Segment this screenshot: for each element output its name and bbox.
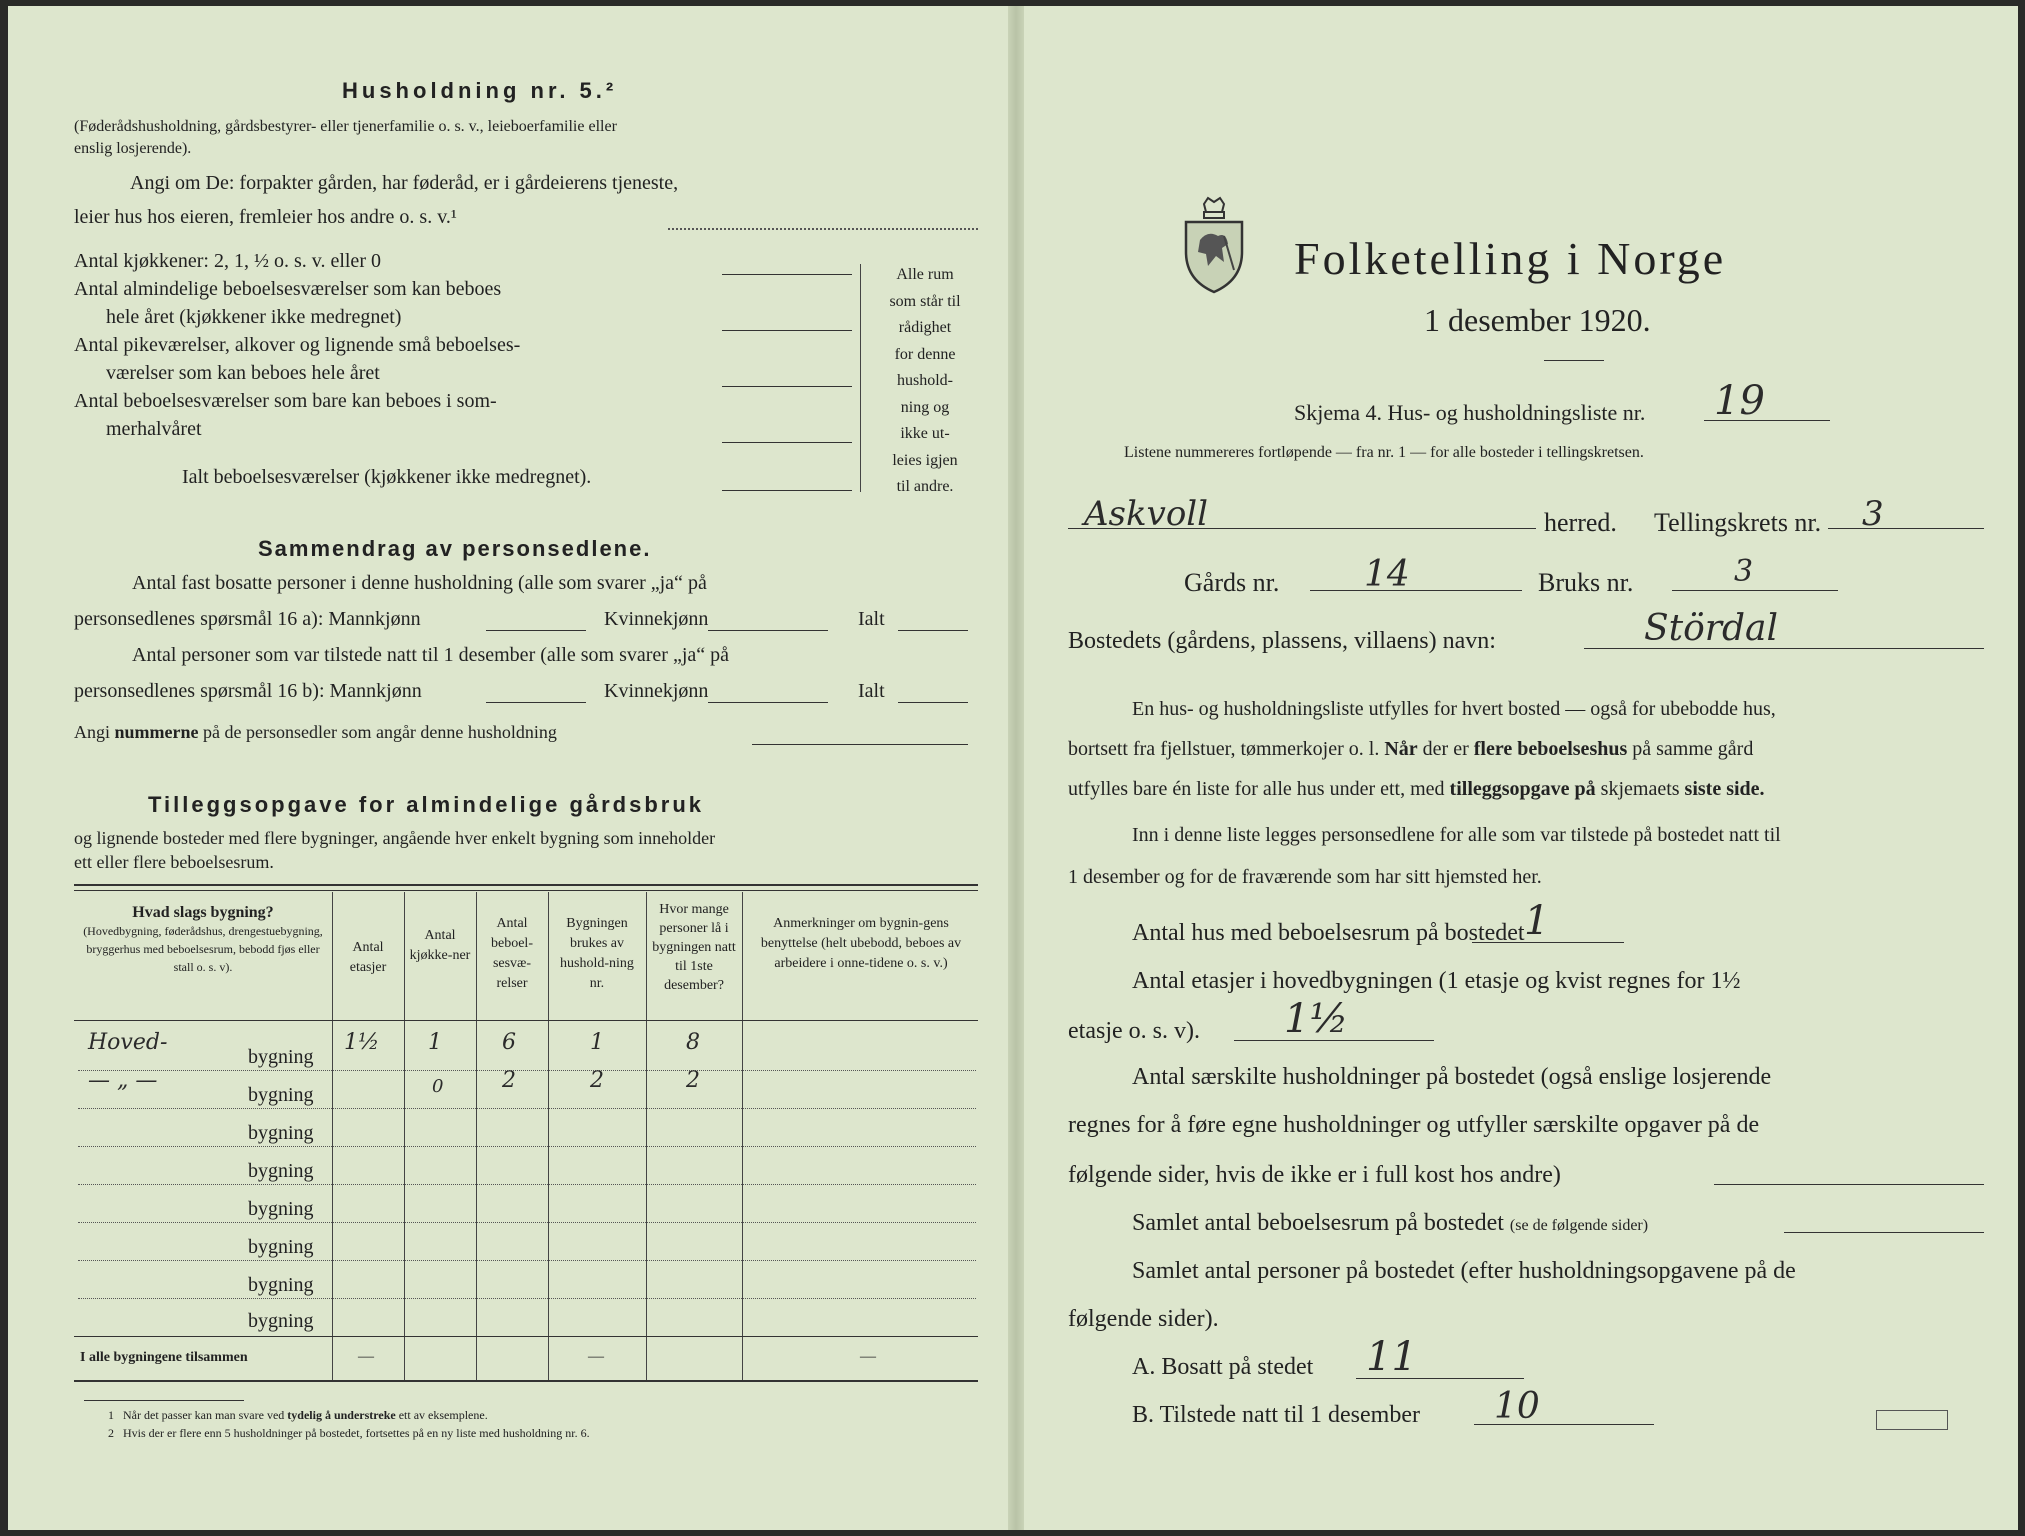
bosted-value: Stördal [1644,608,1779,649]
saerskilte-line2: regnes for å føre egne husholdninger og utfyller særskilte opgaver på de [1068,1112,1760,1138]
row-type: — „ — [88,1068,158,1093]
saerskilte-line1: Antal særskilte husholdninger på bostedet (også enslige losjerende [1132,1064,1772,1090]
table-col-divider [476,892,477,1382]
answer-line [708,702,828,703]
table-col-divider [548,892,549,1382]
total-dash: — [860,1348,876,1365]
tellingskrets-value: 3 [1862,494,1884,534]
tilstede-label: B. Tilstede natt til 1 desember [1132,1402,1420,1428]
row-rule [78,1184,976,1185]
answer-line [1584,648,1984,649]
table-col-divider [332,892,333,1382]
samlet-pers-line2: følgende sider). [1068,1306,1219,1332]
tillegg-line-1: og lignende bosteder med flere bygninger, angående hver enkelt bygning som inneholder [74,828,716,848]
rooms-line-4: Antal pikeværelser, alkover og lignende små beboelses- [74,334,521,356]
census-form-spread [8,6,2018,1530]
side-note-line: for denne [894,345,956,363]
intro-text-2: enslig losjerende). [74,140,192,157]
tillegg-title: Tilleggsopgave for almindelige gårdsbruk [148,792,705,817]
row-etasjer: 1½ [344,1030,380,1055]
form-date: 1 desember 1920. [1424,302,1651,338]
answer-line [722,330,852,331]
summary-line-2: personsedlenes spørsmål 16 a): Mannkjønn [74,608,421,630]
total-label: I alle bygningene tilsammen [80,1350,248,1365]
answer-line [1784,1232,1984,1233]
rooms-line-5: værelser som kan beboes hele året [106,362,380,384]
etasjer-line2: etasje o. s. v). [1068,1018,1200,1044]
bygning-label: bygning [248,1122,314,1144]
row-rule [78,1260,976,1261]
answer-line [1472,942,1624,943]
answer-line [1310,590,1522,591]
answer-line [708,630,828,631]
answer-line [486,630,586,631]
herred-label: herred. [1544,508,1617,537]
side-note [870,262,980,501]
para1-line2-bold: flere beboelseshus [1473,738,1628,760]
samlet-rum-note: (se de følgende sider) [1509,1217,1649,1234]
rooms-line-3: hele året (kjøkkener ikke medregnet) [106,306,402,328]
answer-line [898,702,968,703]
col-header-type [78,904,328,976]
samlet-pers-line1: Samlet antal personer på bostedet (efter husholdningsopgavene på de [1132,1258,1796,1284]
answer-line [722,442,852,443]
summary-title: Sammendrag av personsedlene. [258,536,652,561]
etasjer-value: 1½ [1284,996,1349,1042]
side-note-line: som står til [889,292,961,310]
coat-of-arms-icon [1178,196,1250,296]
footnote-mark: 2 [108,1426,114,1440]
page-gutter [1008,6,1024,1530]
answer-line [1704,420,1830,421]
footnote-mark: 1 [108,1408,114,1422]
saerskilte-line3: følgende sider, hvis de ikke er i full kost hos andre) [1068,1162,1561,1188]
row-rule [78,1070,976,1071]
col-header-etasjer: Antal etasjer [349,940,387,975]
row-kjokken: 0 [432,1076,444,1097]
answer-line [1828,528,1984,529]
ialt-rooms: Ialt beboelsesværelser (kjøkkener ikke medregnet). [182,466,592,488]
etasjer-line1: Antal etasjer i hovedbygningen (1 etasje og kvist regnes for 1½ [1132,968,1741,994]
para2-line1: Inn i denne liste legges personsedlene for alle som var tilstede på bostedet natt til [1132,824,1781,846]
form-title: Folketelling i Norge [1294,233,1727,284]
answer-line [1474,1424,1654,1425]
angi-text: Angi om De: forpakter gården, har føderåd, er i gårdeierens tjeneste, [130,172,679,194]
row-personer: 8 [686,1030,700,1055]
kvinnekjonn-label: Kvinnekjønn [604,680,709,702]
row-rule [74,1336,978,1337]
tillegg-line-2: ett eller flere beboelsesrum. [74,852,274,872]
total-dash: — [588,1348,604,1365]
summary-line-1: Antal fast bosatte personer i denne husholdning (alle som svarer „ja“ på [132,572,707,594]
para1-line2-pre: bortsett fra fjellstuer, tømmerkojer o. l. [1068,738,1380,760]
side-note-line: rådighet [898,319,952,336]
herred-value: Askvoll [1084,494,1209,534]
footnote-1 [108,1408,488,1423]
col-header-type-sub: (Hovedbygning, føderådshus, drengestuebygning, bryggerhus med beboelsesrum, bebodd fjøs eller stall o. s. v). [83,924,323,974]
row-vaerelser: 6 [502,1030,516,1055]
answer-line [722,386,852,387]
tellingskrets-label: Tellingskrets nr. [1654,508,1822,537]
col-header-type-title: Hvad slags bygning? [132,904,274,921]
para1-line2-post: på samme gård [1632,738,1754,760]
side-note-line: leies igjen [892,451,958,469]
answer-line [668,228,978,230]
bosatt-label: A. Bosatt på stedet [1132,1354,1314,1380]
ialt-label: Ialt [858,680,885,702]
ialt-label: Ialt [858,608,885,630]
table-col-divider [404,892,405,1382]
answer-line [722,274,852,275]
row-rule [78,1298,976,1299]
bygning-label: bygning [248,1084,314,1106]
table-top-rule [74,884,978,886]
para1-line3-pre: utfylles bare én liste for alle hus under ett, med [1068,778,1445,800]
antal-hus-label: Antal hus med beboelsesrum på bostedet [1132,920,1525,946]
rooms-line-1: Antal kjøkkener: 2, 1, ½ o. s. v. eller 0 [74,250,381,272]
side-note-line: til andre. [896,478,954,495]
angi-nummer [74,722,557,743]
row-husholdning: 2 [590,1068,604,1093]
para1-line3-mid: skjemaets [1600,778,1680,800]
side-note-line: ning og [900,398,950,416]
title-rule [1544,360,1604,361]
table-col-divider [742,892,743,1382]
listene-note: Listene nummereres fortløpende — fra nr. 1 — for alle bosteder i tellingskretsen. [1124,444,1644,461]
bygning-label: bygning [248,1310,314,1332]
footnote-2 [108,1426,590,1441]
col-header-anmerkninger: Anmerkninger om bygnin-gens benyttelse (helt ubebodd, beboes av arbeidere i onne-tidene o. s. v.) [760,916,962,971]
bygning-label: bygning [248,1236,314,1258]
rooms-line-7: merhalvåret [106,418,202,440]
answer-line [1234,1040,1434,1041]
gards-value: 14 [1364,554,1410,595]
footnote-1-post: ett av eksemplene. [398,1408,488,1422]
right-page [1024,6,2018,1530]
side-note-line: Alle rum [896,266,954,283]
bygning-label: bygning [248,1046,314,1068]
left-page [8,6,1008,1530]
skjema-nr: 19 [1714,378,1765,424]
angi-text-2: leier hus hos eieren, fremleier hos andre o. s. v.¹ [74,206,457,228]
bygning-label: bygning [248,1198,314,1220]
samlet-rum [1132,1210,1648,1237]
printer-stamp [1876,1410,1948,1430]
answer-line [752,744,968,745]
total-dash: — [358,1348,374,1365]
table-top-rule-2 [74,890,978,891]
household-title: Husholdning nr. 5.² [342,78,618,103]
rooms-line-2: Antal almindelige beboelsesværelser som kan beboes [74,278,502,300]
para1-line3-bold: tilleggsopgave på [1449,778,1596,800]
bruks-label: Bruks nr. [1538,568,1634,597]
row-kjokken: 1 [428,1030,442,1055]
row-type: Hoved- [88,1030,168,1055]
summary-line-4: personsedlenes spørsmål 16 b): Mannkjønn [74,680,422,702]
angi-nummer-bold: nummerne [114,722,199,742]
rooms-line-6: Antal beboelsesværelser som bare kan beboes i som- [74,390,497,412]
para1-line2 [1068,738,1753,761]
para2-line2: 1 desember og for de fraværende som har sitt hjemsted her. [1068,866,1542,888]
samlet-rum-label: Samlet antal beboelsesrum på bostedet [1132,1210,1504,1236]
para1-line2-bold: Når [1384,738,1418,760]
bracket-line [860,264,861,492]
side-note-line: hushold- [897,372,953,389]
col-header-husholdning: Bygningen brukes av hushold-ning nr. [560,916,634,991]
footnote-1-pre: Når det passer kan man svare ved [123,1408,285,1422]
summary-line-3: Antal personer som var tilstede natt til 1 desember (alle som svarer „ja“ på [132,644,730,666]
row-rule [78,1146,976,1147]
table-col-divider [646,892,647,1382]
angi-nummer-post: på de personsedler som angår denne husholdning [203,722,557,742]
bygning-label: bygning [248,1274,314,1296]
col-header-personer: Hvor mange personer lå i bygningen natt til 1ste desember? [652,902,736,993]
side-note-line: ikke ut- [900,425,950,442]
footnote-1-bold: tydelig å understreke [287,1408,396,1422]
answer-line [898,630,968,631]
para1-line3 [1068,778,1765,801]
col-header-vaerelser: Antal beboel-sesvæ-relser [491,916,533,991]
table-header-rule [74,1020,978,1021]
row-personer: 2 [686,1068,700,1093]
bruks-value: 3 [1734,554,1754,589]
antal-hus-value: 1 [1524,898,1550,944]
row-husholdning: 1 [590,1030,604,1055]
answer-line [1672,590,1838,591]
table-bottom-rule [74,1380,978,1382]
bygning-label: bygning [248,1160,314,1182]
angi-nummer-pre: Angi [74,722,110,742]
row-vaerelser: 2 [502,1068,516,1093]
intro-text: (Føderådshusholdning, gårdsbestyrer- eller tjenerfamilie o. s. v., leieboerfamilie eller [74,118,617,135]
skjema-label: Skjema 4. Hus- og husholdningsliste nr. [1294,400,1646,425]
footnote-2-text: Hvis der er flere enn 5 husholdninger på bostedet, fortsettes på en ny liste med husholdning nr. 6. [123,1426,590,1440]
kvinnekjonn-label: Kvinnekjønn [604,608,709,630]
bosted-label: Bostedets (gårdens, plassens, villaens) navn: [1068,628,1496,654]
row-rule [78,1108,976,1109]
gards-label: Gårds nr. [1184,568,1280,597]
answer-line [486,702,586,703]
footnote-rule [84,1400,244,1401]
para1-line2-mid: der er [1422,738,1469,760]
para1-line1: En hus- og husholdningsliste utfylles for hvert bosted — også for ubebodde hus, [1132,698,1776,720]
para1-line3-bold: siste side. [1684,778,1765,800]
bosatt-value: 11 [1366,1334,1417,1380]
answer-line [1356,1378,1524,1379]
tilstede-value: 10 [1494,1386,1540,1427]
col-header-kjokken: Antal kjøkke-ner [409,928,471,963]
answer-line [722,490,852,491]
row-rule [78,1222,976,1223]
answer-line [1714,1184,1984,1185]
answer-line [1068,528,1536,529]
